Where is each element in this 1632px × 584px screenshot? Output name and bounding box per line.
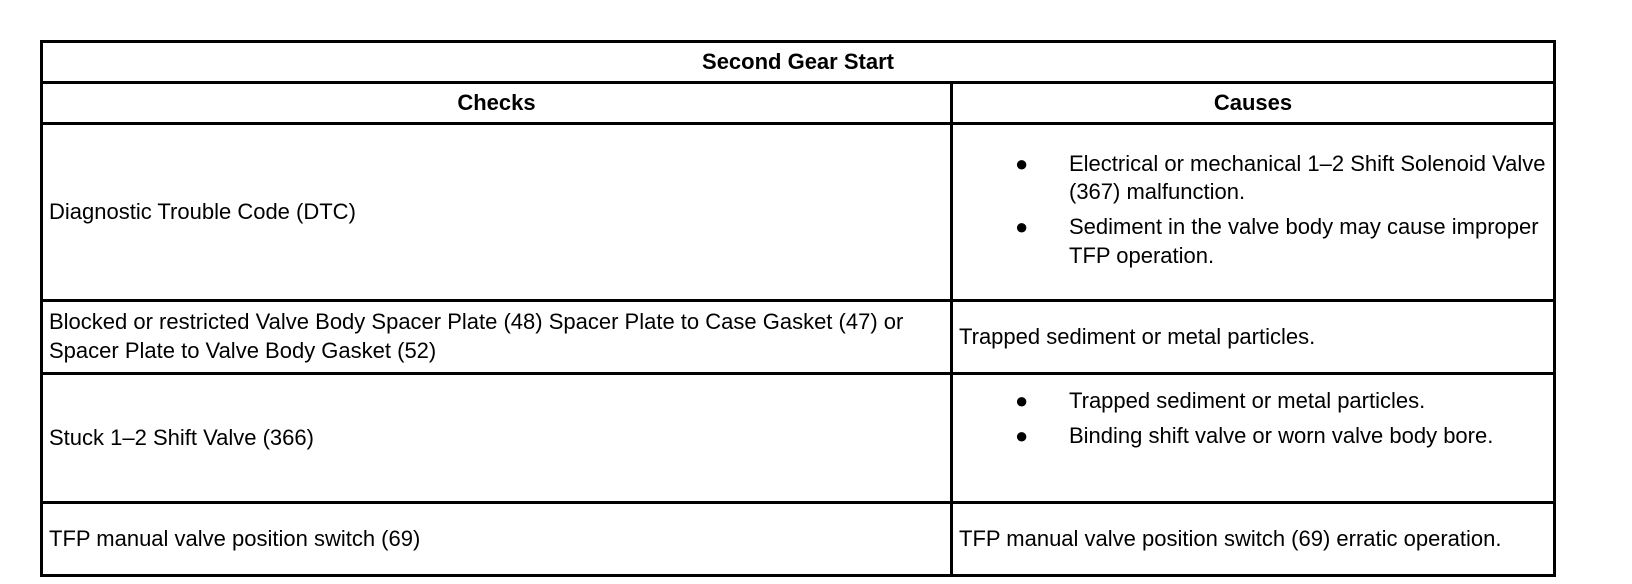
table-row	[42, 503, 1555, 576]
check-cell	[42, 124, 952, 301]
table-row	[42, 374, 1555, 503]
bullet-dot-icon: ●	[1015, 214, 1029, 239]
header-checks: Checks	[42, 83, 952, 124]
check-text: Blocked or restricted Valve Body Spacer Plate (48) Spacer Plate to Case Gasket (47) or Spacer Plate to Valve Body Gasket (52)	[49, 309, 904, 363]
causes-cell	[952, 301, 1555, 374]
list-item	[1015, 422, 1547, 451]
bullet-dot-icon: ●	[1015, 388, 1029, 413]
list-item	[1015, 150, 1547, 207]
bullet-dot-icon: ●	[1015, 150, 1029, 176]
check-cell	[42, 503, 952, 576]
check-text: Stuck 1–2 Shift Valve (366)	[49, 424, 314, 450]
causes-cell	[952, 503, 1555, 576]
check-cell	[42, 301, 952, 374]
cause-text: Trapped sediment or metal particles.	[959, 323, 1316, 349]
table-title-row	[42, 42, 1555, 83]
list-item	[1015, 213, 1547, 270]
header-causes: Causes	[952, 83, 1555, 124]
causes-cell	[952, 124, 1555, 301]
cause-text: Sediment in the valve body may cause improper TFP operation.	[1069, 214, 1539, 268]
causes-cell	[952, 374, 1555, 503]
cause-text: Electrical or mechanical 1–2 Shift Solenoid Valve (367) malfunction.	[1069, 150, 1546, 205]
table-row	[42, 124, 1555, 301]
causes-list	[959, 150, 1547, 270]
cause-text: Trapped sediment or metal particles.	[1069, 388, 1426, 413]
cause-text: Binding shift valve or worn valve body bore.	[1069, 422, 1494, 448]
table-row	[42, 301, 1555, 374]
check-text: TFP manual valve position switch (69)	[49, 525, 421, 551]
check-text: Diagnostic Trouble Code (DTC)	[49, 198, 356, 224]
bullet-dot-icon: ●	[1015, 422, 1029, 448]
table-title: Second Gear Start	[42, 42, 1555, 83]
list-item	[1015, 387, 1547, 416]
check-cell	[42, 374, 952, 503]
table-header-row	[42, 83, 1555, 124]
troubleshooting-table	[40, 40, 1556, 577]
causes-list	[959, 387, 1547, 450]
cause-text: TFP manual valve position switch (69) erratic operation.	[959, 525, 1502, 551]
